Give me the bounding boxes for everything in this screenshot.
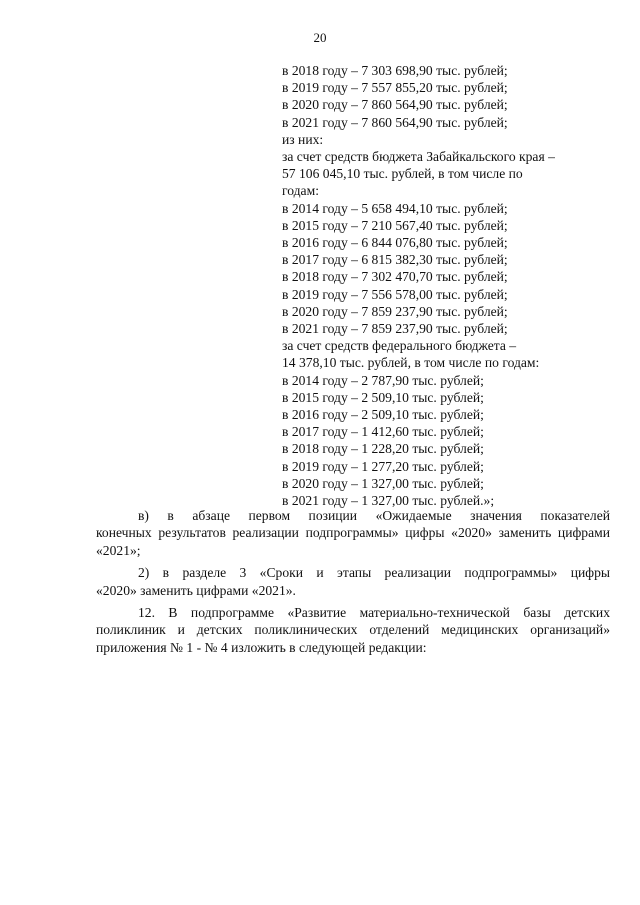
paragraph-continuation: «2020» заменить цифрами «2021». xyxy=(96,582,296,598)
funding-breakdown xyxy=(282,62,602,509)
funding-line: в 2019 году – 7 557 855,20 тыс. рублей; xyxy=(282,80,508,96)
funding-line: в 2018 году – 7 302 470,70 тыс. рублей; xyxy=(282,269,508,285)
amendment-text xyxy=(96,507,610,661)
funding-line: 57 106 045,10 тыс. рублей, в том числе по xyxy=(282,166,523,182)
funding-line: в 2020 году – 7 860 564,90 тыс. рублей; xyxy=(282,97,508,113)
funding-line: в 2016 году – 6 844 076,80 тыс. рублей; xyxy=(282,235,508,251)
funding-line: в 2019 году – 7 556 578,00 тыс. рублей; xyxy=(282,286,508,302)
funding-line: в 2016 году – 2 509,10 тыс. рублей; xyxy=(282,407,484,423)
funding-line: из них: xyxy=(282,131,324,147)
funding-line: в 2021 году – 7 860 564,90 тыс. рублей; xyxy=(282,114,508,130)
funding-line: в 2018 году – 7 303 698,90 тыс. рублей; xyxy=(282,63,508,78)
paragraph-first-line: 12. В подпрограмме «Развитие материально-технической базы детских xyxy=(138,605,610,621)
funding-line: в 2018 году – 1 228,20 тыс. рублей; xyxy=(282,441,484,457)
funding-line: в 2014 году – 5 658 494,10 тыс. рублей; xyxy=(282,200,508,216)
paragraph-continuation: конечных результатов реализации подпрограммы» цифры «2020» заменить цифрами «2021»; xyxy=(96,525,610,558)
funding-line: в 2015 году – 7 210 567,40 тыс. рублей; xyxy=(282,217,508,233)
amendment-paragraph xyxy=(96,507,610,559)
funding-line: за счет средств бюджета Забайкальского края – xyxy=(282,149,555,165)
page-number: 20 xyxy=(313,30,327,45)
funding-line: в 2021 году – 1 327,00 тыс. рублей.»; xyxy=(282,493,495,509)
funding-line: 14 378,10 тыс. рублей, в том числе по годам: xyxy=(282,355,540,371)
paragraph-first-line: 2) в разделе 3 «Сроки и этапы реализации подпрограммы» цифры xyxy=(138,565,610,581)
funding-line: в 2017 году – 6 815 382,30 тыс. рублей; xyxy=(282,252,508,268)
funding-line: в 2020 году – 7 859 237,90 тыс. рублей; xyxy=(282,303,508,319)
funding-line: в 2015 году – 2 509,10 тыс. рублей; xyxy=(282,389,484,405)
funding-line: в 2017 году – 1 412,60 тыс. рублей; xyxy=(282,424,484,440)
amendment-paragraph xyxy=(96,564,610,599)
paragraph-continuation: поликлиник и детских поликлинических отделений медицинских организаций» приложения № 1 - № 4 изложить в следующей редакции: xyxy=(96,622,610,655)
funding-line: за счет средств федерального бюджета – xyxy=(282,338,517,354)
funding-line: годам: xyxy=(282,183,319,199)
funding-line: в 2019 году – 1 277,20 тыс. рублей; xyxy=(282,458,484,474)
paragraph-first-line: в) в абзаце первом позиции «Ожидаемые значения показателей xyxy=(138,508,610,523)
amendment-paragraph xyxy=(96,604,610,656)
funding-line: в 2014 году – 2 787,90 тыс. рублей; xyxy=(282,372,484,388)
funding-line: в 2020 году – 1 327,00 тыс. рублей; xyxy=(282,475,484,491)
funding-line: в 2021 году – 7 859 237,90 тыс. рублей; xyxy=(282,321,508,337)
